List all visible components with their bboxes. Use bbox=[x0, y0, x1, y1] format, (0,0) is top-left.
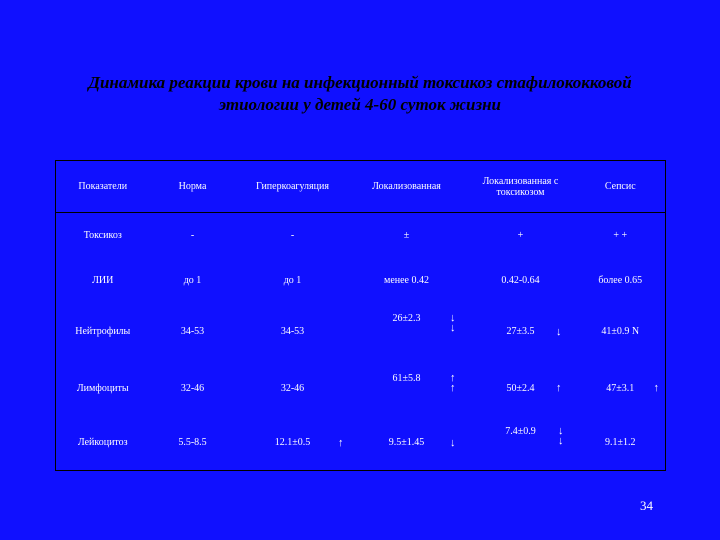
table-cell: + bbox=[517, 229, 524, 241]
header-cell: Показатели bbox=[56, 161, 148, 213]
table-row bbox=[56, 213, 666, 258]
row-label: Лимфоциты bbox=[76, 382, 129, 394]
table-cell: + + bbox=[613, 229, 628, 241]
slide-title bbox=[40, 72, 680, 116]
cell-value: 27±3.5 bbox=[506, 326, 535, 337]
title-line-1: Динамика реакции крови на инфекционный токсикоз стафилококковой bbox=[88, 73, 632, 92]
cell-value: 9.5±1.45 bbox=[388, 437, 425, 449]
table-cell bbox=[466, 361, 576, 416]
table-cell: 9.1±1.2 bbox=[605, 437, 636, 449]
table-row bbox=[56, 416, 666, 471]
arrow-up-icon: ↑ bbox=[556, 381, 562, 394]
data-table bbox=[55, 160, 666, 471]
header-cell: Норма bbox=[148, 161, 238, 213]
table-cell: 5.5-8.5 bbox=[178, 437, 207, 449]
table-cell bbox=[466, 303, 576, 361]
table-cell bbox=[466, 416, 576, 471]
arrow-down-icon: ↓ bbox=[450, 436, 456, 449]
cell-value: 12.1±0.5 bbox=[274, 437, 311, 449]
row-label: Нейтрофилы bbox=[75, 326, 131, 337]
table-cell bbox=[576, 361, 666, 416]
row-label: Лейкоцитоз bbox=[77, 437, 128, 449]
table-row bbox=[56, 258, 666, 303]
table-cell bbox=[348, 303, 466, 361]
page-number: 34 bbox=[640, 498, 653, 513]
row-label: ЛИИ bbox=[92, 274, 114, 286]
table-cell: - bbox=[290, 229, 295, 241]
table-cell: до 1 bbox=[183, 274, 202, 286]
header-cell: Локализованная с токсикозом bbox=[466, 161, 576, 213]
row-label: Токсикоз bbox=[83, 229, 122, 241]
cell-value: 61±5.8 bbox=[392, 372, 421, 384]
table-cell: более 0.65 bbox=[598, 274, 643, 286]
table-cell: - bbox=[190, 229, 195, 241]
table-cell: до 1 bbox=[283, 274, 302, 286]
table-cell bbox=[348, 416, 466, 471]
arrow-down-icon: ↓ bbox=[558, 424, 564, 437]
table-row bbox=[56, 361, 666, 416]
table-row bbox=[56, 303, 666, 361]
cell-value: 7.4±0.9 bbox=[505, 425, 536, 437]
table-cell bbox=[348, 361, 466, 416]
table-header-row bbox=[56, 161, 666, 213]
cell-value: 50±2.4 bbox=[506, 382, 535, 394]
arrow-down-icon: ↓ bbox=[450, 311, 456, 324]
title-line-2: этиологии у детей 4-60 суток жизни bbox=[219, 95, 501, 114]
header-cell: Сепсис bbox=[576, 161, 666, 213]
arrow-up-icon: ↑ bbox=[450, 381, 456, 394]
cell-value: 26±2.3 bbox=[392, 312, 421, 324]
arrow-down-icon: ↓ bbox=[556, 325, 562, 338]
header-cell: Гиперкоагуляция bbox=[238, 161, 348, 213]
arrow-up-icon: ↑ bbox=[338, 436, 344, 449]
table-cell: менее 0.42 bbox=[384, 274, 429, 286]
table-cell: ± bbox=[403, 229, 410, 241]
cell-value: 47±3.1 bbox=[606, 382, 635, 394]
table-cell: 34-53 bbox=[180, 326, 205, 337]
header-cell: Локализованная bbox=[348, 161, 466, 213]
table-cell bbox=[238, 416, 348, 471]
arrow-up-icon: ↑ bbox=[450, 371, 456, 384]
table-cell: 0.42-0.64 bbox=[501, 274, 540, 286]
table-cell: 32-46 bbox=[280, 382, 305, 394]
table-cell: 34-53 bbox=[280, 326, 305, 337]
arrow-up-icon: ↑ bbox=[653, 381, 659, 394]
arrow-down-icon: ↓ bbox=[558, 434, 564, 447]
table-cell: 32-46 bbox=[180, 382, 205, 394]
arrow-down-icon: ↓ bbox=[450, 321, 456, 334]
table-cell: 41±0.9 N bbox=[601, 326, 640, 337]
